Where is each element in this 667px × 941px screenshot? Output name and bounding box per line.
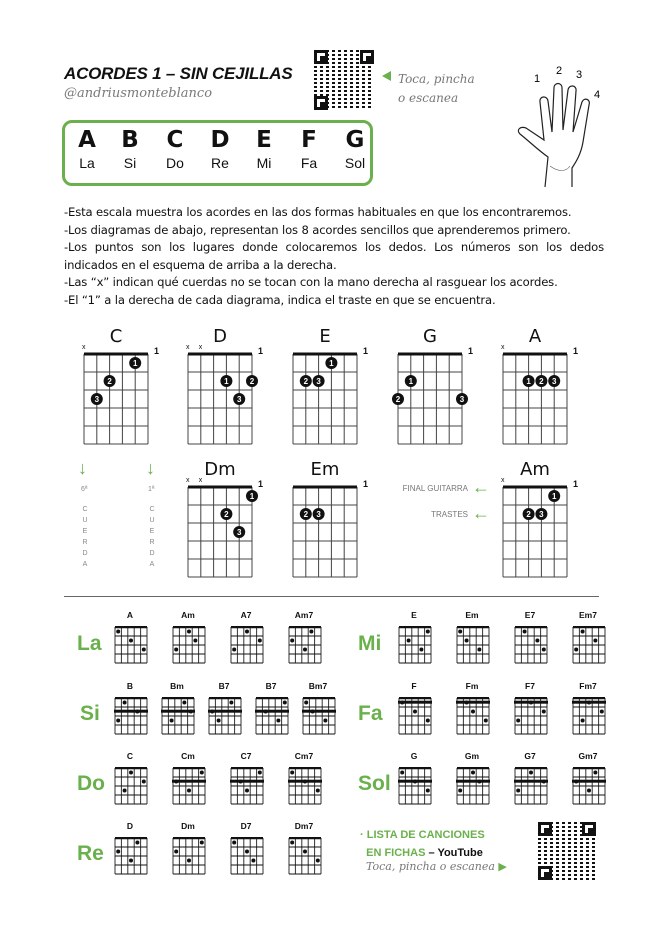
- chord-name: C: [109, 326, 123, 347]
- finger-number: 2: [303, 377, 309, 386]
- finger-number: 1: [526, 377, 531, 386]
- mini-chord-name: B7: [265, 681, 277, 691]
- mute-mark: x: [501, 344, 505, 351]
- notes-box: [62, 120, 373, 186]
- family-si: Si: [80, 702, 100, 725]
- string1-label: 1ª: [148, 486, 155, 493]
- mini-chord-diagram: [302, 697, 336, 735]
- mini-chord-name: E: [411, 610, 417, 620]
- mini-chord-diagram: [572, 626, 606, 664]
- chord-name: D: [213, 326, 227, 347]
- chord-name: E: [319, 326, 331, 347]
- mini-chord-name: Dm: [181, 821, 195, 831]
- mini-chord-diagram: [114, 837, 148, 875]
- mini-chord-diagram: [398, 626, 432, 664]
- finger-number: 3: [94, 395, 100, 404]
- mini-chord-diagram: [114, 626, 148, 664]
- finger-number: 3: [236, 528, 242, 537]
- mini-chord-diagram: [572, 767, 606, 805]
- finger-number: 2: [224, 510, 229, 519]
- family-la: La: [77, 632, 102, 655]
- hand-icon: [510, 62, 620, 192]
- mini-chord-name: Fm7: [579, 681, 597, 691]
- finger-number: 3: [316, 510, 321, 519]
- mini-chord-name: Cm: [181, 751, 195, 761]
- finger-number: 3: [236, 395, 242, 404]
- finger-number: 3: [539, 510, 544, 519]
- note-si: [110, 127, 150, 171]
- finger-number: 2: [526, 510, 531, 519]
- finger-number: 1: [329, 359, 334, 368]
- mini-chord-name: B7: [218, 681, 230, 691]
- footer-hint: [366, 860, 507, 873]
- down-arrow-icon: ↓: [78, 458, 87, 478]
- mini-chord-diagram: [288, 767, 322, 805]
- note-letter: F: [301, 127, 317, 153]
- mini-chord-diagram: [114, 697, 148, 735]
- note-letter: G: [345, 127, 365, 153]
- mini-chord-name: C7: [240, 751, 252, 761]
- note-sol: [335, 127, 375, 171]
- mute-mark: x: [501, 477, 505, 484]
- mini-chord-diagram: [456, 767, 490, 805]
- chord-diagram-d: [182, 350, 258, 448]
- mini-chord-name: F: [411, 681, 417, 691]
- mute-mark: x: [198, 344, 203, 351]
- note-re: [200, 127, 240, 171]
- fret-number: 1: [363, 479, 369, 489]
- finger-number: 1: [132, 359, 138, 368]
- mini-chord-name: Cm7: [294, 751, 314, 761]
- mini-chord-diagram: [230, 767, 264, 805]
- mini-chord-name: Gm: [464, 751, 480, 761]
- mini-chord-name: D: [126, 821, 134, 831]
- down-arrow-icon: ↓: [146, 458, 155, 478]
- left-arrow-icon: ←: [472, 503, 490, 523]
- mini-chord-diagram: [255, 697, 289, 735]
- finger-number: 2: [395, 395, 401, 404]
- description-line: -Las “x” indican qué cuerdas no se tocan con la mano derecha al rasguear los acordes.: [64, 275, 558, 289]
- mini-chord-name: F7: [525, 681, 535, 691]
- mini-chord-diagram: [288, 626, 322, 664]
- chord-diagram-c: [78, 350, 154, 448]
- chord-diagram-e: [287, 350, 363, 448]
- trastes-label: TRASTES: [431, 510, 468, 519]
- finger-number: 2: [249, 377, 255, 386]
- finger-number: 1: [224, 377, 229, 386]
- finger-number: 1: [249, 492, 255, 501]
- mute-mark: x: [186, 477, 190, 484]
- mini-chord-name: D7: [240, 821, 252, 831]
- finger-number: 2: [539, 377, 544, 386]
- footer-line1: · LISTA DE CANCIONES: [360, 829, 485, 841]
- arrow-left-icon: [382, 71, 391, 81]
- cuerda-label-6: C U E R D A: [82, 506, 88, 568]
- mini-chord-name: G: [410, 751, 418, 761]
- note-letter: C: [166, 127, 184, 153]
- note-name: Si: [123, 155, 137, 171]
- divider: [64, 596, 599, 597]
- mini-chord-name: Gm7: [578, 751, 598, 761]
- qr-hint-line1: Toca, pincha: [398, 72, 475, 86]
- finger-number: 3: [551, 377, 557, 386]
- finger-number: 1: [408, 377, 414, 386]
- chord-diagram-em: [287, 483, 363, 581]
- mini-chord-name: Am: [181, 610, 195, 620]
- mini-chord-diagram: [172, 626, 206, 664]
- chord-name: A: [528, 326, 542, 347]
- mini-chord-name: B: [126, 681, 134, 691]
- note-letter: B: [121, 127, 139, 153]
- finger-2: 2: [556, 65, 563, 77]
- author-handle: @andriusmonteblanco: [64, 86, 213, 101]
- family-sol: Sol: [358, 772, 391, 795]
- description-line: -Esta escala muestra los acordes en las dos formas habituales en que los encontraremos.: [64, 205, 572, 219]
- mute-mark: x: [186, 344, 190, 351]
- fret-number: 1: [468, 346, 474, 356]
- finger-number: 1: [551, 492, 557, 501]
- family-do: Do: [77, 772, 105, 795]
- mini-chord-name: Em: [465, 610, 479, 620]
- mini-chord-diagram: [514, 697, 548, 735]
- fret-number: 1: [258, 346, 264, 356]
- mini-chord-diagram: [456, 697, 490, 735]
- fret-number: 1: [154, 346, 160, 356]
- chord-name: Am: [520, 459, 550, 480]
- note-name: La: [79, 155, 95, 171]
- page-title: ACORDES 1 – SIN CEJILLAS: [64, 64, 293, 83]
- finger-number: 3: [316, 377, 321, 386]
- footer-title[interactable]: [360, 826, 485, 862]
- note-name: Mi: [256, 155, 272, 171]
- family-re: Re: [77, 842, 104, 865]
- mini-chord-diagram: [398, 697, 432, 735]
- description-line: -Los puntos son los lugares donde colocaremos los dedos. Los números son los dedos indicados en el esquema de arriba a la derecha.: [64, 240, 604, 272]
- mini-chord-name: Am7: [294, 610, 314, 620]
- qr-code-top[interactable]: [314, 50, 374, 110]
- finger-number: 2: [303, 510, 309, 519]
- mini-chord-diagram: [398, 767, 432, 805]
- qr-hint: [398, 70, 475, 108]
- fret-number: 1: [363, 346, 369, 356]
- mini-chord-diagram: [172, 767, 206, 805]
- mini-chord-name: Dm7: [294, 821, 314, 831]
- qr-hint-line2: o escanea: [398, 91, 459, 105]
- mini-chord-diagram: [572, 697, 606, 735]
- mute-mark: x: [198, 477, 203, 484]
- mini-chord-diagram: [208, 697, 242, 735]
- note-la: [67, 127, 107, 171]
- qr-code-bottom[interactable]: [538, 822, 596, 880]
- mute-mark: x: [82, 344, 86, 351]
- description-line: -Los diagramas de abajo, representan los 8 acordes sencillos que aprenderemos primero.: [64, 222, 571, 237]
- note-letter: A: [78, 127, 96, 153]
- string6-label: 6ª: [81, 486, 88, 493]
- finger-3: 3: [576, 69, 583, 81]
- family-mi: Mi: [358, 632, 382, 655]
- cuerda-label-1: C U E R D A: [149, 506, 155, 568]
- mini-chord-name: A: [126, 610, 134, 620]
- description: [64, 204, 604, 309]
- mini-chord-name: G7: [524, 751, 536, 761]
- play-icon: ▶: [498, 860, 507, 873]
- finger-1: 1: [534, 73, 541, 85]
- footer-hint-text: Toca, pincha o escanea: [366, 860, 495, 873]
- finger-number: 3: [459, 395, 465, 404]
- chord-name: Em: [310, 459, 340, 480]
- mini-chord-name: E7: [524, 610, 536, 620]
- mini-chord-name: Bm7: [308, 681, 328, 691]
- mini-chord-diagram: [114, 767, 148, 805]
- note-name: Re: [211, 155, 229, 171]
- family-fa: Fa: [358, 702, 383, 725]
- chord-diagram-g: [392, 350, 468, 448]
- note-fa: [289, 127, 329, 171]
- fret-number: 1: [258, 479, 264, 489]
- mini-chord-diagram: [230, 626, 264, 664]
- final-guitarra-label: FINAL GUITARRA: [402, 484, 468, 493]
- mini-chord-diagram: [172, 837, 206, 875]
- mini-chord-name: A7: [240, 610, 252, 620]
- mini-chord-diagram: [514, 626, 548, 664]
- note-letter: E: [256, 127, 272, 153]
- mini-chord-diagram: [230, 837, 264, 875]
- chord-diagram-dm: [182, 483, 258, 581]
- footer-youtube: – YouTube: [425, 847, 483, 859]
- fret-number: 1: [573, 479, 579, 489]
- mini-chord-diagram: [161, 697, 195, 735]
- mini-chord-name: C: [126, 751, 134, 761]
- left-arrow-icon: ←: [472, 477, 490, 497]
- finger-4: 4: [594, 89, 601, 101]
- note-mi: [244, 127, 284, 171]
- chord-diagram-am: [497, 483, 573, 581]
- chord-name: Dm: [204, 459, 236, 480]
- note-name: Sol: [344, 155, 366, 171]
- mini-chord-diagram: [288, 837, 322, 875]
- mini-chord-name: Em7: [579, 610, 597, 620]
- fret-number: 1: [573, 346, 579, 356]
- description-line: -El “1” a la derecha de cada diagrama, indica el traste en que se encuentra.: [64, 292, 496, 307]
- note-letter: D: [210, 127, 230, 153]
- footer-line2: EN FICHAS: [366, 847, 426, 859]
- chord-diagram-a: [497, 350, 573, 448]
- mini-chord-name: Fm: [465, 681, 479, 691]
- note-do: [155, 127, 195, 171]
- mini-chord-diagram: [514, 767, 548, 805]
- finger-number: 2: [107, 377, 112, 386]
- note-name: Fa: [300, 155, 318, 171]
- mini-chord-name: Bm: [170, 681, 184, 691]
- note-name: Do: [166, 155, 184, 171]
- mini-chord-diagram: [456, 626, 490, 664]
- chord-name: G: [423, 326, 437, 347]
